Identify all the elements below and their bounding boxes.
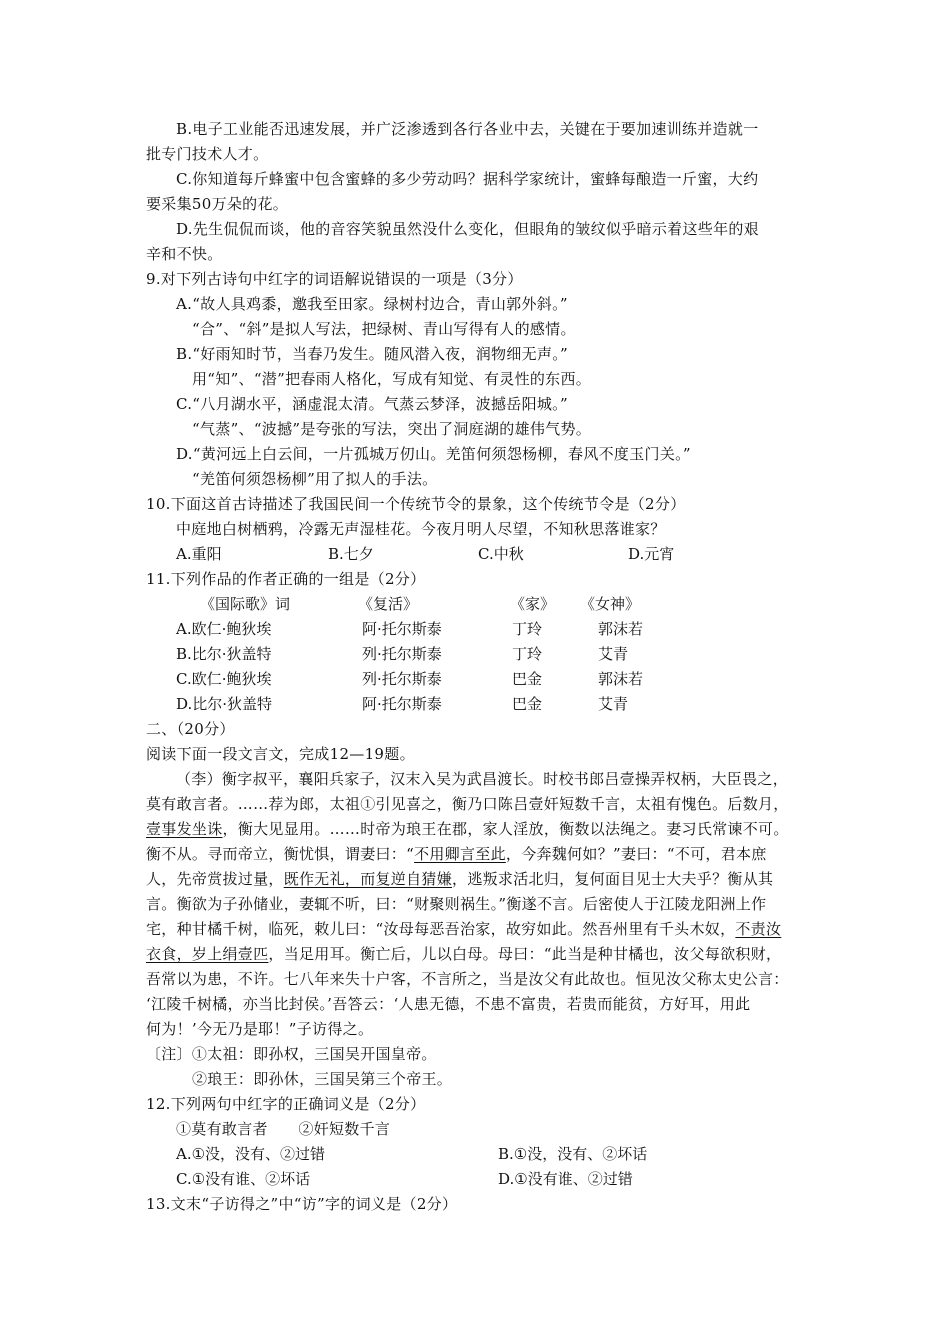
q11-row-b-col4: 艾青 bbox=[598, 645, 629, 663]
passage-line: 言。衡欲为子孙储业，妻辄不听，曰：“财聚则祸生。”衡遂不言。后密使人于江陵龙阳洲上作 bbox=[146, 895, 767, 913]
passage-text: ，当足用耳。衡亡后，儿以白母。母曰：“此当是种甘橘也，汝父每欲积财， bbox=[268, 945, 782, 963]
passage-line: ‘江陵千树橘，亦当比封侯。’吾答云：‘人患无德，不患不富贵，若贵而能贫，方好耳，用此 bbox=[146, 995, 751, 1013]
q11-row-d-col2: 阿·托尔斯泰 bbox=[362, 695, 442, 713]
passage-line bbox=[146, 943, 781, 965]
q11-row-d-col1: D.比尔·狄盖特 bbox=[176, 695, 273, 713]
q11-row-c-col3: 巴金 bbox=[512, 670, 543, 688]
q11-row-c-col1: C.欧仁·鲍狄埃 bbox=[176, 670, 272, 688]
passage-text: ，衡大见显用。……时帝为琅王在郡，家人淫放，衡数以法绳之。妻习氏常谏不可。 bbox=[222, 820, 789, 838]
q8-option-c-line1: C.你知道每斤蜂蜜中包含蜜蜂的多少劳动吗？据科学家统计，蜜蜂每酿造一斤蜜，大约 bbox=[176, 170, 759, 188]
section2-heading: 二、（20分） bbox=[146, 720, 235, 738]
note-2: ②琅王：即孙休，三国吴第三个帝王。 bbox=[192, 1070, 453, 1088]
passage-text: 宅，种甘橘千树，临死，敕儿曰：“汝母每恶吾治家，故穷如此。然吾州里有千头木奴， bbox=[146, 920, 736, 938]
passage-line: （李）衡字叔平，襄阳兵家子，汉末入吴为武昌渡长。时校书郎吕壹操弄权柄，大臣畏之， bbox=[176, 770, 789, 788]
q12-option-b: B.①没，没有、②坏话 bbox=[498, 1145, 648, 1163]
q11-row-a-col4: 郭沫若 bbox=[598, 620, 644, 638]
passage-line: 何为！’今无乃是耶！”子访得之。 bbox=[146, 1020, 374, 1038]
passage-line bbox=[146, 918, 781, 940]
q12-option-a: A.①没，没有、②过错 bbox=[176, 1145, 326, 1163]
q8-option-c-line2: 要采集50万朵的花。 bbox=[146, 195, 289, 213]
q11-row-d-col3: 巴金 bbox=[512, 695, 543, 713]
q10-option-a: A.重阳 bbox=[176, 545, 222, 563]
q8-option-b-line1: B.电子工业能否迅速发展，并广泛渗透到各行各业中去，关键在于要加速训练并造就一 bbox=[176, 120, 759, 138]
q12-stem: 12.下列两句中红字的正确词义是（2分） bbox=[146, 1095, 426, 1113]
q10-option-b: B.七夕 bbox=[328, 545, 374, 563]
q9-option-d-poem: D.“黄河远上白云间，一片孤城万仞山。羌笛何须怨杨柳，春风不度玉门关。” bbox=[176, 445, 691, 463]
passage-text: 衡不从。寻而帝立，衡忧惧，谓妻曰：“ bbox=[146, 845, 415, 863]
q11-header-col4: 《女神》 bbox=[580, 595, 641, 613]
passage-line bbox=[146, 868, 773, 890]
note-1: 〔注〕①太祖：即孙权，三国吴开国皇帝。 bbox=[146, 1045, 437, 1063]
q8-option-d-line1: D.先生侃侃而谈，他的音容笑貌虽然没什么变化，但眼角的皱纹似乎暗示着这些年的艰 bbox=[176, 220, 759, 238]
q11-row-b-col2: 列·托尔斯泰 bbox=[362, 645, 442, 663]
q11-header-col1: 《国际歌》词 bbox=[200, 595, 291, 613]
passage-text: ，逃叛求活北归，复何面目见士大夫乎？衡从其 bbox=[452, 870, 774, 888]
underlined-phrase: 不责汝 bbox=[735, 920, 782, 938]
q10-stem: 10.下面这首古诗描述了我国民间一个传统节令的景象，这个传统节令是（2分） bbox=[146, 495, 686, 513]
passage-line bbox=[146, 818, 789, 840]
q11-row-d-col4: 艾青 bbox=[598, 695, 629, 713]
passage-text: 人，先帝赏拔过量， bbox=[146, 870, 284, 888]
q11-header-col2: 《复活》 bbox=[358, 595, 419, 613]
passage-line: 吾常以为患，不许。七八年来失十户客，不言所之，当是汝父有此故也。恒见汝父称太史公言： bbox=[146, 970, 789, 988]
q10-option-c: C.中秋 bbox=[478, 545, 524, 563]
passage-line bbox=[146, 843, 767, 865]
q10-poem: 中庭地白树栖鸦，冷露无声湿桂花。今夜月明人尽望，不知秋思落谁家？ bbox=[176, 520, 666, 538]
passage-line: 莫有敢言者。……荐为郎，太祖①引见喜之，衡乃口陈吕壹奸短数千言，太祖有愧色。后数月， bbox=[146, 795, 789, 813]
q11-row-a-col2: 阿·托尔斯泰 bbox=[362, 620, 442, 638]
q11-row-a-col3: 丁玲 bbox=[512, 620, 543, 638]
q9-option-a-note: “合”、“斜”是拟人写法，把绿树、青山写得有人的感情。 bbox=[192, 320, 576, 338]
q11-row-c-col4: 郭沫若 bbox=[598, 670, 644, 688]
q9-option-b-note: 用“知”、“潜”把春雨人格化，写成有知觉、有灵性的东西。 bbox=[192, 370, 592, 388]
q11-row-b-col1: B.比尔·狄盖特 bbox=[176, 645, 272, 663]
q11-row-c-col2: 列·托尔斯泰 bbox=[362, 670, 442, 688]
q9-option-c-note: “气蒸”、“波撼”是夸张的写法，突出了洞庭湖的雄伟气势。 bbox=[192, 420, 592, 438]
underlined-phrase: 壹事发坐诛 bbox=[146, 820, 223, 838]
q11-row-a-col1: A.欧仁·鲍狄埃 bbox=[176, 620, 272, 638]
q9-option-a-poem: A.“故人具鸡黍，邀我至田家。绿树村边合，青山郭外斜。” bbox=[176, 295, 568, 313]
q12-option-c: C.①没有谁、②坏话 bbox=[176, 1170, 311, 1188]
q11-header-col3: 《家》 bbox=[510, 595, 556, 613]
section2-instruction: 阅读下面一段文言文，完成12—19题。 bbox=[146, 745, 415, 763]
q9-stem: 9.对下列古诗句中红字的词语解说错误的一项是（3分） bbox=[146, 270, 523, 288]
q12-option-d: D.①没有谁、②过错 bbox=[498, 1170, 633, 1188]
q12-phrases: ①莫有敢言者 ②奸短数千言 bbox=[176, 1120, 391, 1138]
q8-option-d-line2: 辛和不快。 bbox=[146, 245, 223, 263]
underlined-phrase: 既作无礼，而复逆自猜嫌 bbox=[283, 870, 453, 888]
q9-option-d-note: “羌笛何须怨杨柳”用了拟人的手法。 bbox=[192, 470, 438, 488]
q8-option-b-line2: 批专门技术人才。 bbox=[146, 145, 269, 163]
passage-text: ，今奔魏何如？”妻曰：“不可，君本庶 bbox=[505, 845, 767, 863]
q11-stem: 11.下列作品的作者正确的一组是（2分） bbox=[146, 570, 426, 588]
q9-option-b-poem: B.“好雨知时节，当春乃发生。随风潜入夜，润物细无声。” bbox=[176, 345, 569, 363]
underlined-phrase: 不用卿言至此 bbox=[414, 845, 506, 863]
q10-option-d: D.元宵 bbox=[628, 545, 675, 563]
q11-row-b-col3: 丁玲 bbox=[512, 645, 543, 663]
q9-option-c-poem: C.“八月湖水平，涵虚混太清。气蒸云梦泽，波撼岳阳城。” bbox=[176, 395, 568, 413]
underlined-phrase: 衣食，岁上绢壹匹 bbox=[146, 945, 269, 963]
q13-stem: 13.文末“子访得之”中“访”字的词义是（2分） bbox=[146, 1195, 458, 1213]
